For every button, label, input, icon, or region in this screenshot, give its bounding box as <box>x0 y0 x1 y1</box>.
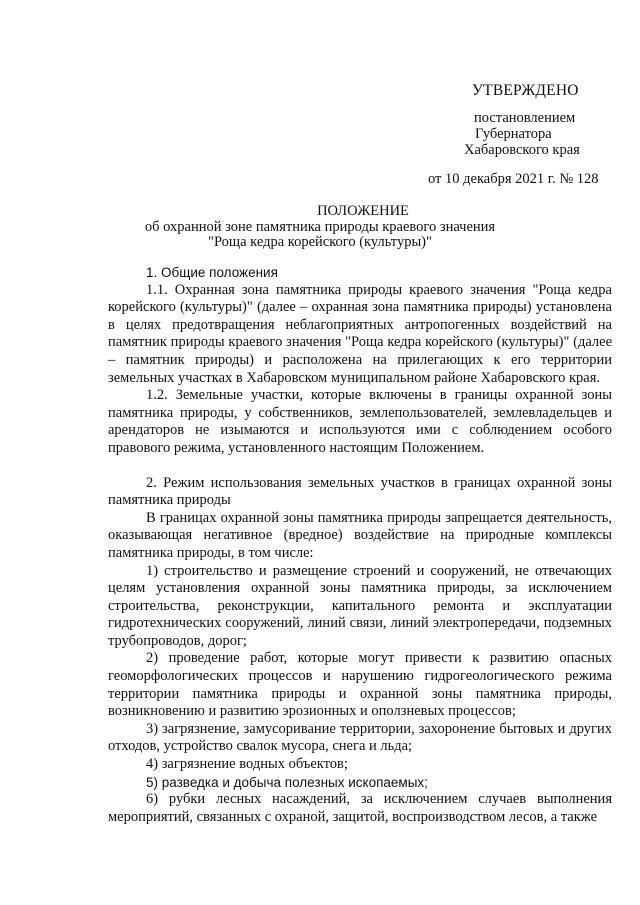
paragraph-1-1: 1.1. Охранная зона памятника природы краевого значения "Роща кедра корейского (культуры)" (далее – охранная зона памятника природы) установлена в целях предотвращения неблагоприятных антропогенных воздействий на памятник природы краевого значения "Роща кедра корейского (культуры)" (далее – памятник природы) и расположена на прилегающих к его территории земельных участках в Хабаровском муниципальном районе Хабаровского края. <box>108 281 612 386</box>
approval-block <box>420 82 620 187</box>
approval-line-1: постановлением <box>474 110 576 126</box>
document-title: ПОЛОЖЕНИЕ <box>317 203 409 219</box>
section-2-title: 2. Режим использования земельных участков в границах охранной зоны памятника природы <box>108 474 612 509</box>
document-subtitle-2: "Роща кедра корейского (культуры)" <box>208 234 432 250</box>
document-subtitle-1: об охранной зоне памятника природы краевого значения <box>144 218 496 235</box>
list-item: 4) загрязнение водных объектов; <box>146 756 348 773</box>
list-item: 2) проведение работ, которые могут привести к развитию опасных геоморфологических процессов и нарушению гидрогеологического режима территории памятника природы и охранной зоны памятника природы, возникновению и развитию эрозионных и оползневых процессов; <box>108 650 612 720</box>
approval-line-2: Губернатора <box>475 126 552 142</box>
approval-stamp: УТВЕРЖДЕНО <box>472 82 579 99</box>
list-item: 6) рубки лесных насаждений, за исключением случаев выполнения мероприятий, связанных с охраной, защитой, воспроизводством лесов, а также <box>108 791 612 825</box>
section-2-intro: В границах охранной зоны памятника природы запрещается деятельность, оказывающая негативное (вредное) воздействие на природные комплексы памятника природы, в том числе: <box>108 509 612 561</box>
document-body <box>108 264 612 826</box>
section-1-title: 1. Общие положения <box>146 265 278 280</box>
paragraph-1-2: 1.2. Земельные участки, которые включены в границы охранной зоны памятника природы, у собственников, землепользователей, землевладельцев и арендаторов не изымаются и используются ими с соблюдением особого правового режима, установленного настоящим Положением. <box>108 387 612 456</box>
list-item: 1) строительство и размещение строений и сооружений, не отвечающих целям установления охранной зоны памятника природы, за исключением строительства, реконструкции, капитального ремонта и эксплуатации гидротехнических сооружений, линий связи, линий электропередачи, подземных трубопроводов, дорог; <box>108 562 612 649</box>
list-item: 5) разведка и добыча полезных ископаемых; <box>146 774 428 790</box>
approval-date: от 10 декабря 2021 г. № 128 <box>428 171 599 187</box>
approval-line-3: Хабаровского края <box>464 142 580 158</box>
document-heading <box>0 204 640 251</box>
section-spacer <box>108 458 612 475</box>
list-item: 3) загрязнение, замусоривание территории, захоронение бытовых и других отходов, устройство свалок мусора, снега и льда; <box>108 720 612 755</box>
